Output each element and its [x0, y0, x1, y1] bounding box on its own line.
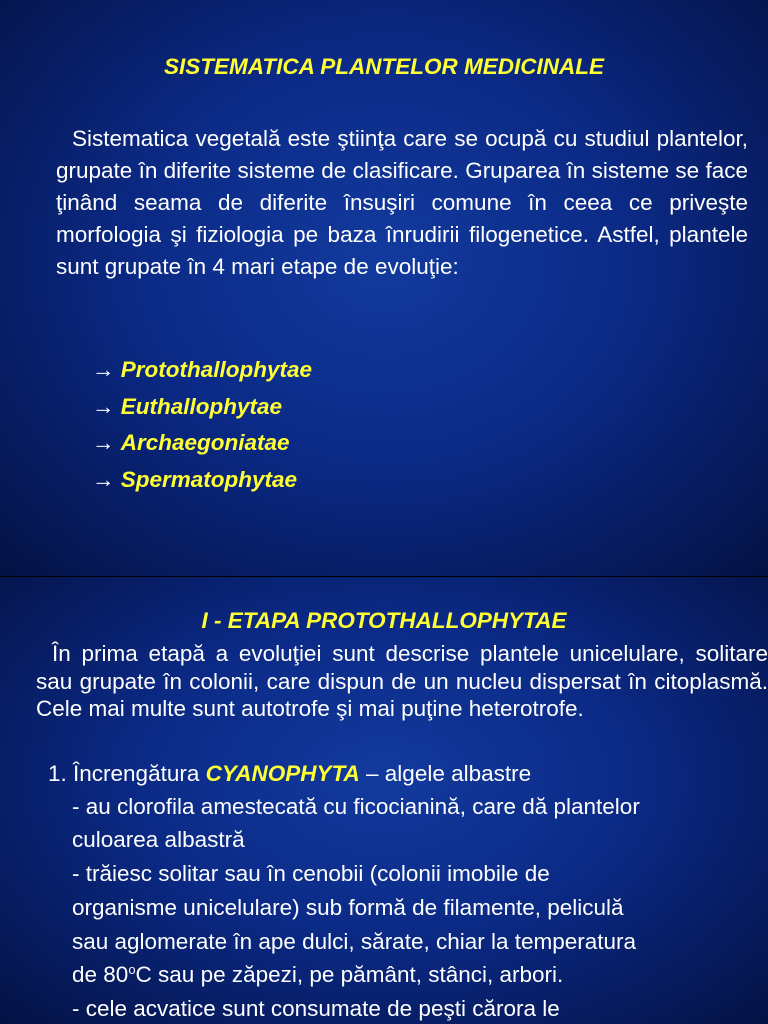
slide-2-title: I - ETAPA PROTOTHALLOPHYTAE	[201, 608, 567, 633]
arrow-right-icon: →	[92, 357, 115, 382]
phylum-name: CYANOPHYTA	[205, 761, 360, 786]
arrow-right-icon: →	[92, 393, 115, 419]
temperature-prefix: de 80	[72, 962, 129, 987]
description-line-6: - cele acvatice sunt consumate de peşti cărora le	[72, 996, 560, 1021]
phylum-heading	[48, 761, 531, 787]
slide-1-paragraph	[56, 123, 748, 283]
evolution-stages-list	[92, 352, 312, 498]
stage-name: Spermatophytae	[120, 466, 298, 492]
description-line-5: sau aglomerate în ape dulci, sărate, chiar la temperatura	[72, 929, 637, 954]
stage-name: Euthallophytae	[120, 393, 283, 419]
stage-name: Archaegoniatae	[120, 430, 290, 455]
slide-2-paragraph-text: În prima etapă a evoluţiei sunt descrise plantele unicelulare, solitare sau grupate în colonii, care dispun de un nucleu dispersat în citoplasmă. Cele mai multe sunt autotrofe şi mai puţine heterotrofe.	[36, 641, 768, 721]
temperature-line	[72, 962, 563, 988]
arrow-right-icon: →	[92, 466, 115, 492]
arrow-right-icon: →	[92, 430, 115, 455]
slide-1-title: SISTEMATICA PLANTELOR MEDICINALE	[164, 54, 604, 79]
phylum-prefix: 1. Încrengătura	[48, 761, 206, 786]
description-line-3: - trăiesc solitar sau în cenobii (colonii imobile de	[72, 861, 550, 886]
phylum-suffix: – algele albastre	[359, 761, 532, 786]
slide-1-paragraph-text: Sistematica vegetală este ştiinţa care se ocupă cu studiul plantelor, grupate în diferite sisteme de clasificare. Gruparea în sisteme se face ţinând seama de diferite însuşiri comune în ceea ce priveşte morfologia şi fiziologia pe baza înrudirii filogenetice. Astfel, plantele sunt grupate în 4 mari etape de evoluţie:	[56, 126, 748, 279]
list-item-stage-1	[92, 352, 312, 389]
description-line-4: organisme unicelulare) sub formă de filamente, peliculă	[72, 895, 624, 920]
description-line-1: - au clorofila amestecată cu ficocianină, care dă plantelor	[72, 794, 640, 819]
slide-2-paragraph	[36, 640, 768, 723]
list-item-stage-3	[92, 425, 312, 462]
temperature-suffix: C sau pe zăpezi, pe pământ, stânci, arbori.	[135, 962, 564, 987]
description-line-2: culoarea albastră	[72, 827, 245, 852]
stage-name: Protothallophytae	[120, 357, 313, 382]
slide-2	[0, 577, 768, 1024]
list-item-stage-4	[92, 462, 312, 499]
list-item-stage-2	[92, 389, 312, 426]
degree-superscript: o	[128, 962, 136, 977]
